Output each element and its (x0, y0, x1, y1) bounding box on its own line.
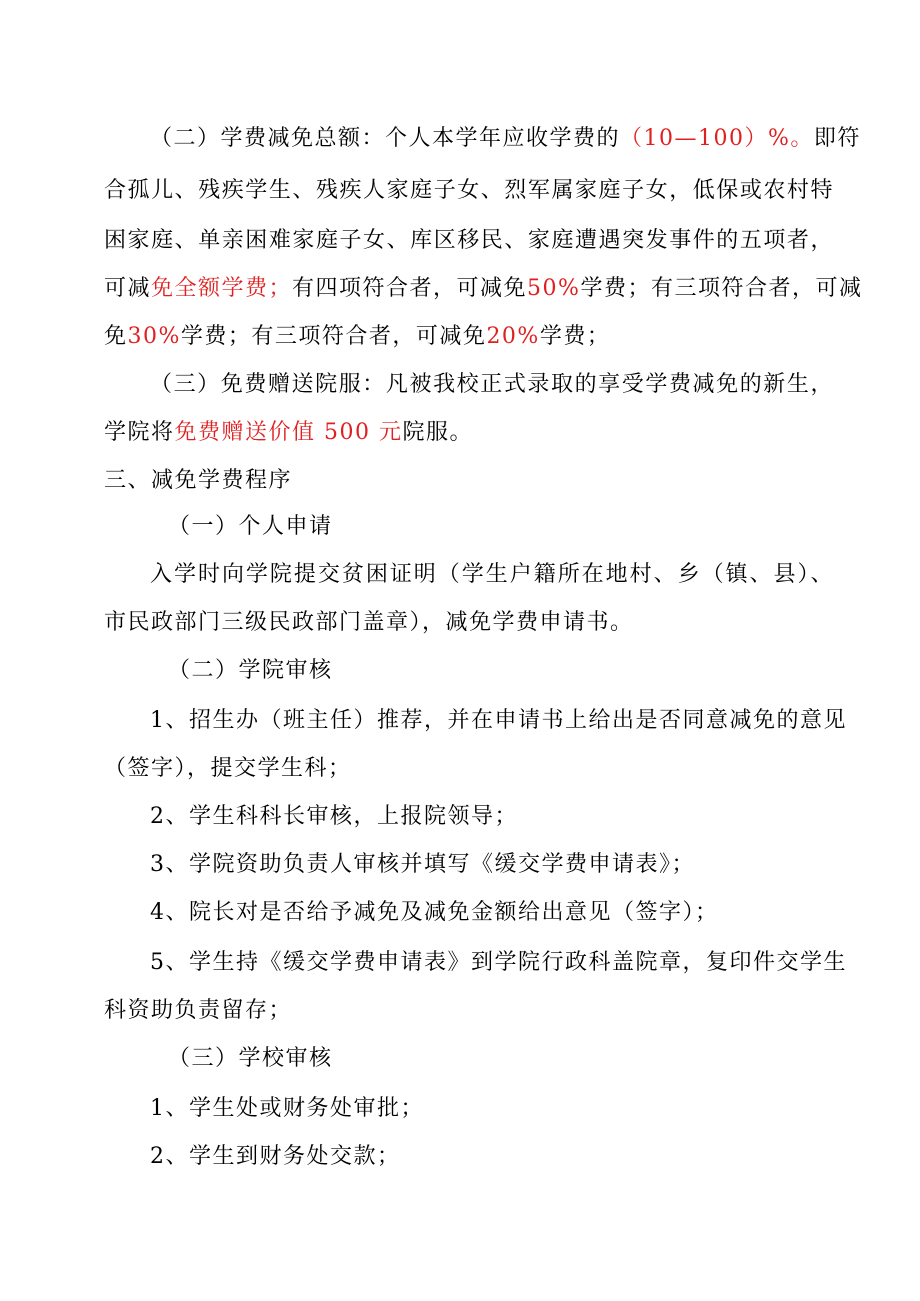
subsection-heading: （二）学院审核 (168, 658, 333, 683)
paragraph-line (104, 274, 863, 304)
highlight-text: 20% (486, 324, 540, 349)
paragraph-line: （三）免费赠送院服：凡被我校正式录取的享受学费减免的新生， (150, 372, 834, 397)
paragraph-line (104, 418, 834, 448)
list-item: 4、院长对是否给予减免及减免金额给出意见（签字）； (150, 900, 719, 925)
text-span: 可减 (104, 276, 152, 301)
subsection-heading: （三）学校审核 (168, 1046, 333, 1071)
paragraph-line: 困家庭、单亲困难家庭子女、库区移民、家庭遭遇突发事件的五项者， (104, 228, 834, 253)
text-span: 免 (104, 324, 128, 349)
highlight-text: （10—100）%。 (620, 126, 814, 151)
text-span: 学费；有三项符合者，可减 (580, 276, 863, 301)
text-span: 院服。 (402, 420, 474, 445)
list-item-continued: 科资助负责留存； (104, 998, 293, 1023)
text-span: 学费； (539, 324, 611, 349)
paragraph-line (150, 124, 861, 154)
list-item: 2、学生到财务处交款； (150, 1144, 401, 1169)
text-span: 有四项符合者，可减免 (292, 276, 528, 301)
text-span: 学费；有三项符合者，可减免 (180, 324, 487, 349)
list-item: 1、学生处或财务处审批； (150, 1096, 424, 1121)
highlight-text: 免全额学费； (151, 276, 293, 301)
highlight-text: 30% (127, 324, 181, 349)
text-span: （二）学费减免总额：个人本学年应收学费的 (150, 126, 621, 151)
text-span: 学院将 (104, 420, 175, 445)
text-span: 即符 (813, 126, 861, 151)
paragraph-line: 市民政部门三级民政部门盖章），减免学费申请书。 (104, 610, 634, 635)
paragraph-line (104, 322, 834, 352)
paragraph-line: 合孤儿、残疾学生、残疾人家庭子女、烈军属家庭子女，低保或农村特 (104, 178, 834, 203)
list-item: 3、学院资助负责人审核并填写《缓交学费申请表》； (150, 852, 695, 877)
list-item: 1、招生办（班主任）推荐，并在申请书上给出是否同意减免的意见 (150, 708, 847, 733)
list-item-continued: （签字），提交学生科； (104, 756, 352, 781)
highlight-text: 免费赠送价值 500 元 (174, 420, 403, 445)
list-item: 2、学生科科长审核，上报院领导； (150, 804, 518, 829)
paragraph-line: 入学时向学院提交贫困证明（学生户籍所在地村、乡（镇、县）、 (150, 562, 834, 587)
subsection-heading: （一）个人申请 (168, 514, 333, 539)
highlight-text: 50% (527, 276, 581, 301)
section-heading: 三、减免学费程序 (104, 468, 293, 493)
list-item: 5、学生持《缓交学费申请表》到学院行政科盖院章，复印件交学生 (150, 950, 847, 975)
